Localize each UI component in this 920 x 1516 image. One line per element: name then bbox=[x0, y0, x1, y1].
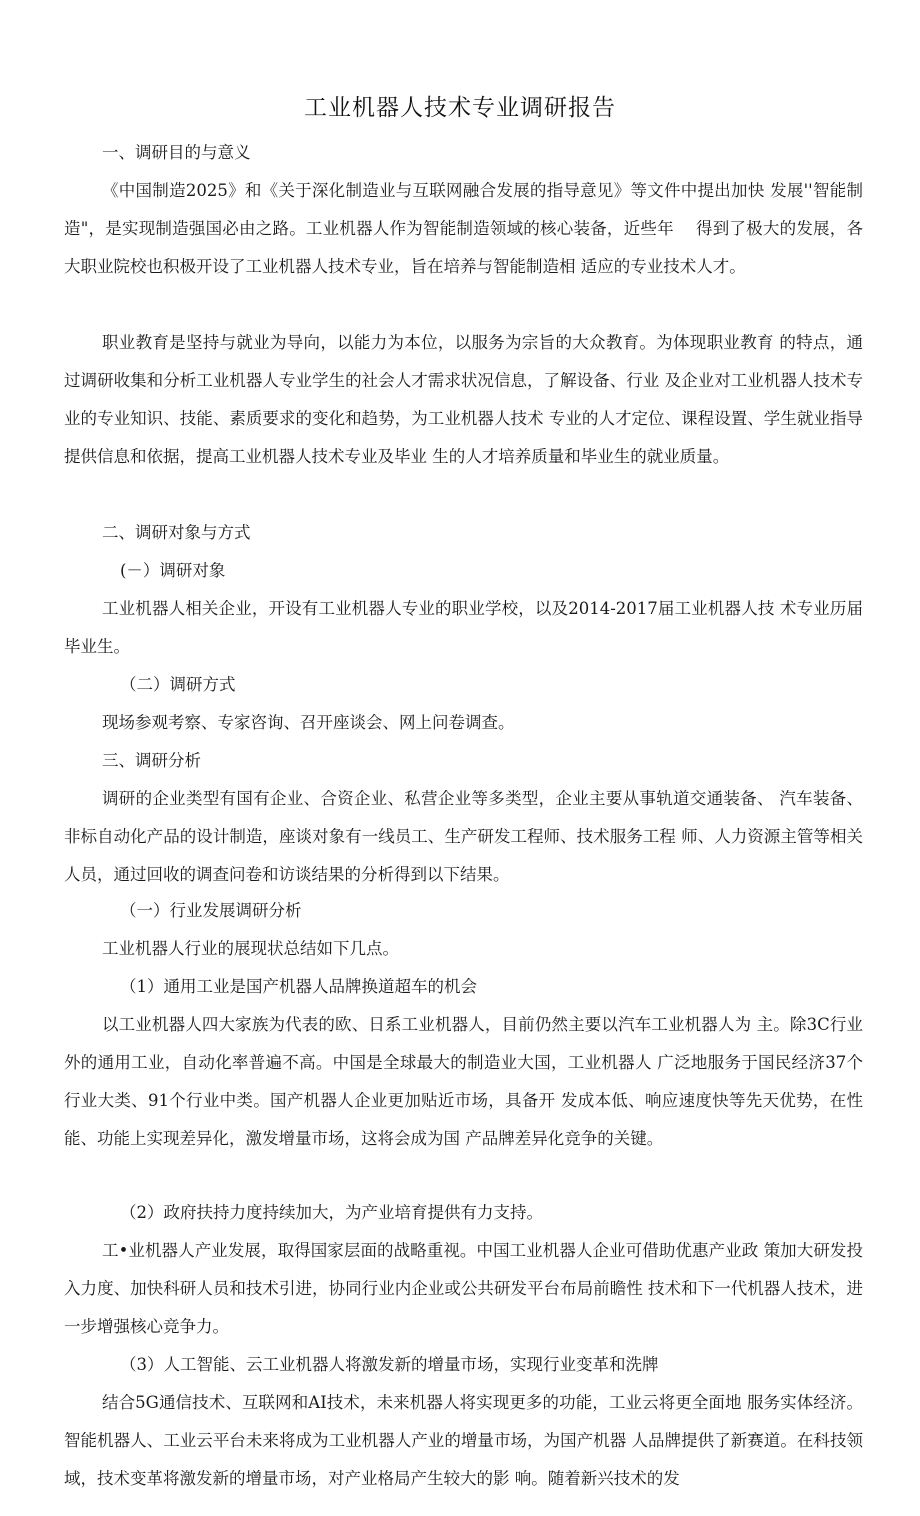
subheading-methods: （二）调研方式 bbox=[120, 675, 236, 694]
point-heading-government-support: （2）政府扶持力度持续加大，为产业培育提供有力支持。 bbox=[120, 1203, 543, 1222]
section-heading-analysis: 三、调研分析 bbox=[102, 751, 201, 770]
paragraph-industry-summary: 工业机器人行业的展现状总结如下几点。 bbox=[102, 939, 399, 958]
paragraph-subjects: 工业机器人相关企业，开设有工业机器人专业的职业学校，以及2014-2017届工业机器人技 术专业历届毕业生。 bbox=[64, 599, 863, 656]
paragraph-general-industry: 以工业机器人四大家族为代表的欧、日系工业机器人，目前仍然主要以汽车工业机器人为 主。除3C行业外的通用工业，自动化率普遍不高。中国是全球最大的制造业大国，工业机器人 广泛地服务于国民经济37个行业大类、91个行业中类。国产机器人企业更加贴近市场，具备开 发成本低、响应速度快等先天优势，在性能、功能上实现差异化，激发增量市场，这将会成为国 产品牌差异化竞争的关键。 bbox=[64, 1015, 863, 1148]
subheading-industry-analysis: （一）行业发展调研分析 bbox=[120, 901, 302, 920]
document-title: 工业机器人技术专业调研报告 bbox=[304, 95, 616, 121]
section-heading-purpose: 一、调研目的与意义 bbox=[102, 143, 251, 162]
paragraph-government-support: 工•业机器人产业发展，取得国家层面的战略重视。中国工业机器人企业可借助优惠产业政 策加大研发投入力度、加快科研人员和技术引进，协同行业内企业或公共研发平台布局前瞻性 技术和下一代机器人技术，进一步增强核心竞争力。 bbox=[64, 1241, 863, 1336]
point-heading-general-industry: （1）通用工业是国产机器人品牌换道超车的机会 bbox=[120, 977, 477, 996]
paragraph-purpose-2: 职业教育是坚持与就业为导向，以能力为本位，以服务为宗旨的大众教育。为体现职业教育 的特点，通过调研收集和分析工业机器人专业学生的社会人才需求状况信息，了解设备、行业 及企业对工业机器人技术专业的专业知识、技能、素质要求的变化和趋势，为工业机器人技术 专业的人才定位、课程设置、学生就业指导提供信息和依据，提高工业机器人技术专业及毕业 生的人才培养质量和毕业生的就业质量。 bbox=[64, 333, 863, 466]
paragraph-methods: 现场参观考察、专家咨询、召开座谈会、网上问卷调查。 bbox=[102, 713, 515, 732]
subheading-subjects: (－）调研对象 bbox=[120, 561, 226, 580]
paragraph-ai-cloud: 结合5G通信技术、互联网和AI技术，未来机器人将实现更多的功能，工业云将更全面地 服务实体经济。智能机器人、工业云平台未来将成为工业机器人产业的增量市场，为国产机器 人品牌提供了新赛道。在科技领域，技术变革将激发新的增量市场，对产业格局产生较大的影 响。随着新兴技术的发 bbox=[64, 1393, 863, 1488]
paragraph-purpose-1: 《中国制造2025》和《关于深化制造业与互联网融合发展的指导意见》等文件中提出加快 发展''智能制造"，是实现制造强国必由之路。工业机器人作为智能制造领域的核心装备，近些年 得到了极大的发展，各大职业院校也积极开设了工业机器人技术专业，旨在培养与智能制造相 适应的专业技术人才。 bbox=[64, 181, 863, 276]
section-heading-subjects-methods: 二、调研对象与方式 bbox=[102, 523, 251, 542]
point-heading-ai-cloud: （3）人工智能、云工业机器人将激发新的增量市场，实现行业变革和洗牌 bbox=[120, 1355, 659, 1374]
paragraph-analysis-intro: 调研的企业类型有国有企业、合资企业、私营企业等多类型，企业主要从事轨道交通装备、 汽车装备、非标自动化产品的设计制造，座谈对象有一线员工、生产研发工程师、技术服务工程 师、人力资源主管等相关人员，通过回收的调查问卷和访谈结果的分析得到以下结果。 bbox=[64, 789, 863, 884]
